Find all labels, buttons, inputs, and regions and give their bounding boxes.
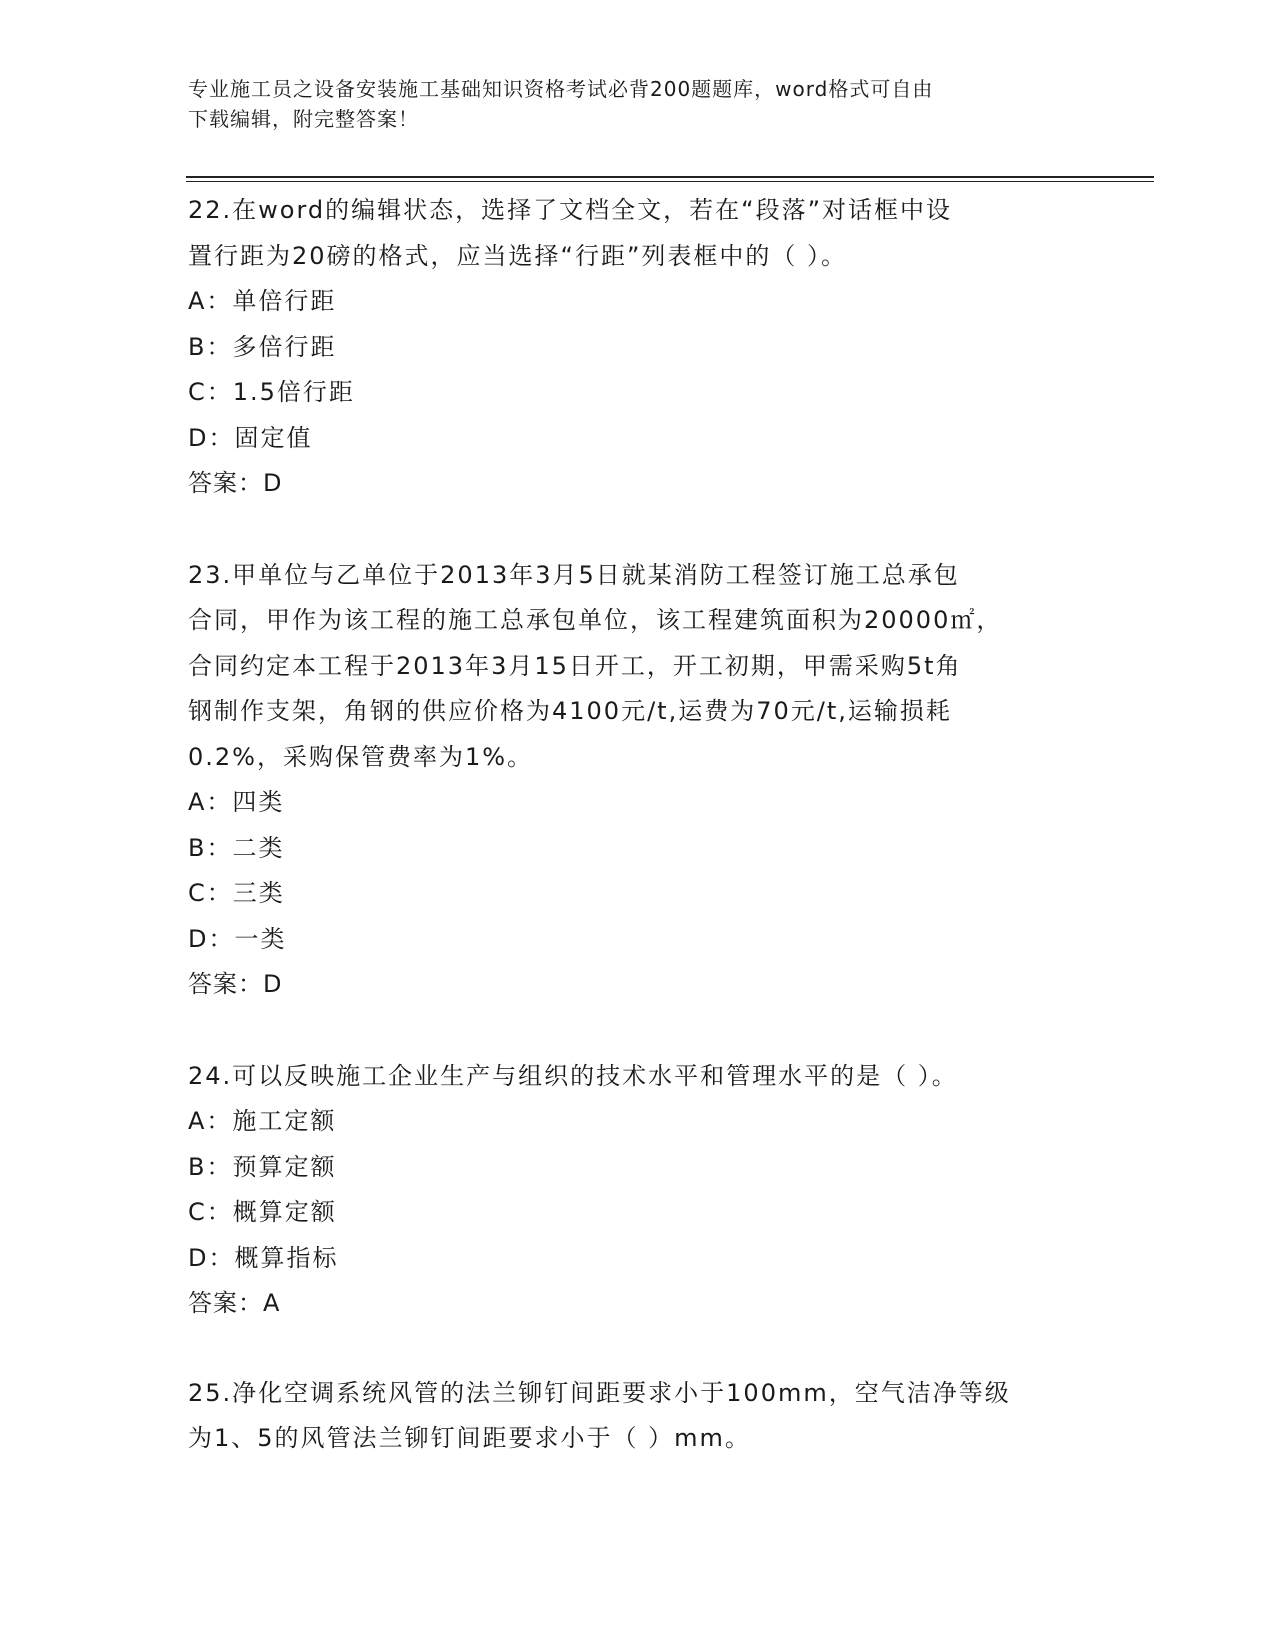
header-line-1: 专业施工员之设备安装施工基础知识资格考试必背200题题库，word格式可自由	[188, 77, 934, 101]
option-b: B：预算定额	[188, 1152, 337, 1181]
option-a: A：单倍行距	[188, 287, 337, 315]
spacer	[188, 507, 1088, 553]
option-c: C：1.5倍行距	[188, 378, 355, 406]
option-b: B：二类	[188, 833, 285, 862]
question-text-line: 合同约定本工程于2013年3月15日开工，开工初期，甲需采购5t角	[188, 651, 962, 680]
question-text-line: 23.甲单位与乙单位于2013年3月5日就某消防工程签订施工总承包	[188, 560, 960, 589]
question-text-line: 22.在word的编辑状态，选择了文档全文，若在“段落”对话框中设	[188, 196, 953, 224]
option-d: D：概算指标	[188, 1243, 339, 1272]
document-header	[188, 74, 1068, 134]
spacer	[188, 1327, 1088, 1371]
question-text-line: 为1、5的风管法兰铆钉间距要求小于（ ）mm。	[188, 1424, 751, 1452]
header-divider-thin	[186, 181, 1154, 182]
answer-line: 答案：D	[188, 970, 283, 998]
question-item	[188, 553, 1088, 1008]
option-b: B：多倍行距	[188, 332, 337, 361]
question-text-line: 置行距为20磅的格式，应当选择“行距”列表框中的（ ）。	[188, 241, 848, 270]
option-a: A：施工定额	[188, 1107, 337, 1135]
question-item	[188, 188, 1088, 507]
answer-line: 答案：D	[188, 469, 283, 497]
answer-line: 答案：A	[188, 1289, 281, 1317]
question-text-line: 钢制作支架，角钢的供应价格为4100元/t,运费为70元/t,运输损耗	[188, 697, 952, 725]
option-d: D：一类	[188, 924, 287, 953]
question-text-line: 24.可以反映施工企业生产与组织的技术水平和管理水平的是（ ）。	[188, 1061, 958, 1090]
option-c: C：概算定额	[188, 1198, 337, 1226]
spacer	[188, 1008, 1088, 1054]
option-c: C：三类	[188, 879, 285, 907]
question-item	[188, 1371, 1088, 1462]
question-item	[188, 1054, 1088, 1327]
option-d: D：固定值	[188, 423, 313, 452]
header-line-2: 下载编辑，附完整答案！	[188, 107, 419, 131]
question-text-line: 合同，甲作为该工程的施工总承包单位，该工程建筑面积为20000㎡，	[188, 606, 1003, 634]
question-text-line: 0.2%，采购保管费率为1%。	[188, 742, 534, 771]
header-divider-thick	[186, 176, 1154, 178]
option-a: A：四类	[188, 788, 285, 816]
question-text-line: 25.净化空调系统风管的法兰铆钉间距要求小于100mm，空气洁净等级	[188, 1378, 1011, 1407]
question-list	[188, 188, 1088, 1462]
